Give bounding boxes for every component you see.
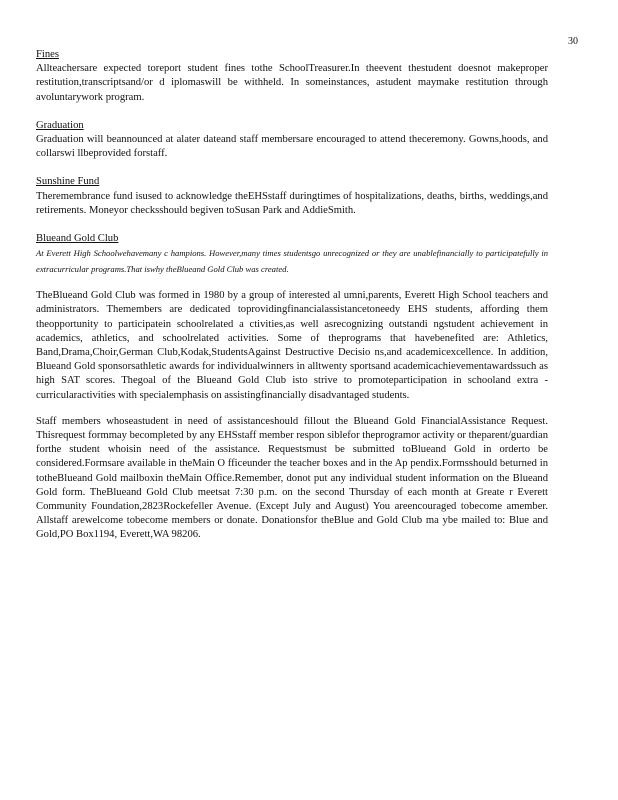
section-fines bbox=[36, 48, 548, 105]
section-graduation bbox=[36, 119, 548, 162]
section-heading: Blueand Gold Club bbox=[36, 233, 119, 245]
intro-italic-paragraph: At Everett High Schoolwehavemany c hampions. However,many times studentsgo unrecognized or they are unablefinancially to participatefully in extracurricular programs.That iswhy theBlueand Gold Club was created. bbox=[36, 248, 548, 274]
section-paragraph: Graduation will beannounced at alater dateand staff membersare encouraged to attend theceremony. Gowns,hoods, and collarswi llbeprovided forstaff. bbox=[36, 134, 548, 160]
section-heading: Fines bbox=[36, 49, 59, 60]
section-blue-gold-club bbox=[36, 232, 548, 543]
section-paragraph: TheBlueand Gold Club was formed in 1980 by a group of interested al umni,parents, Everett High School teachers and administrators. Themembers are dedicated toprovidingfinancialassistancetoneedy EHS students, affording them theopportunity to participatein schoolrelated a ctivities,as well asrecognizing outstandi ngstudent achievement in academics, athletics, and schoolrelated activities. Some of theprograms that havebenefited are: Athletics, Band,Drama,Choir,German Club,Kodak,StudentsAgainst Destructive Decisio ns,and academicexcellence. In addition, Blueand Gold sponsorsathletic awards for individualwinners in alltwenty sportsand academicachievementawardssuch as high SAT scores. Thegoal of the Blueand Gold Club isto strive to promoteparticipation in schooland extra -curricularactivities with specialemphasis on assistingfinancially disadvantaged students. bbox=[36, 290, 548, 401]
section-paragraph: Theremembrance fund isused to acknowledge theEHSstaff duringtimes of hospitalizations, deaths, births, weddings,and retirements. Moneyor checksshould begiven toSusan Park and AddieSmith. bbox=[36, 190, 548, 216]
document-body bbox=[36, 48, 548, 557]
section-paragraph: Staff members whoseastudent in need of assistanceshould fillout the Blueand Gold FinancialAssistance Request. Thisrequest formmay becompleted by any EHSstaff member respon siblefor theprogramor activity or theparent/guardian forthe student whoisin need of the assistance. Requestsmust be submitted toBlueand Gold in orderto be considered.Formsare available in theMain O fficeunder the teacher boxes and in the Ap pendix.Formsshould beturned in totheBlueand Gold mailboxin theMain Office.Remember, donot put any individual student information on the Blueand Gold form. TheBlueand Gold Club meetsat 7:30 p.m. on the second Thursday of each month at Greate r Everett Community Foundation,2823Rockefeller Avenue. (Except July and August) You areencouraged tobecome amember. Allstaff arewelcome tobecome members or donate. Donationsfor theBlue and Gold Club ma ybe mailed to: Blue and Gold,PO Box1194, Everett,WA 98206. bbox=[36, 415, 548, 541]
page-number: 30 bbox=[568, 36, 578, 47]
section-sunshine-fund bbox=[36, 175, 548, 218]
section-paragraph: Allteachersare expected toreport student fines tothe SchoolTreasurer.In theevent thestudent doesnot makeproper restitution,transcriptsand/or d iplomaswill be withheld. In someinstances, astudent maymake restitution through avoluntarywork program. bbox=[36, 63, 548, 103]
section-heading: Graduation bbox=[36, 119, 84, 131]
section-heading: Sunshine Fund bbox=[36, 176, 100, 188]
